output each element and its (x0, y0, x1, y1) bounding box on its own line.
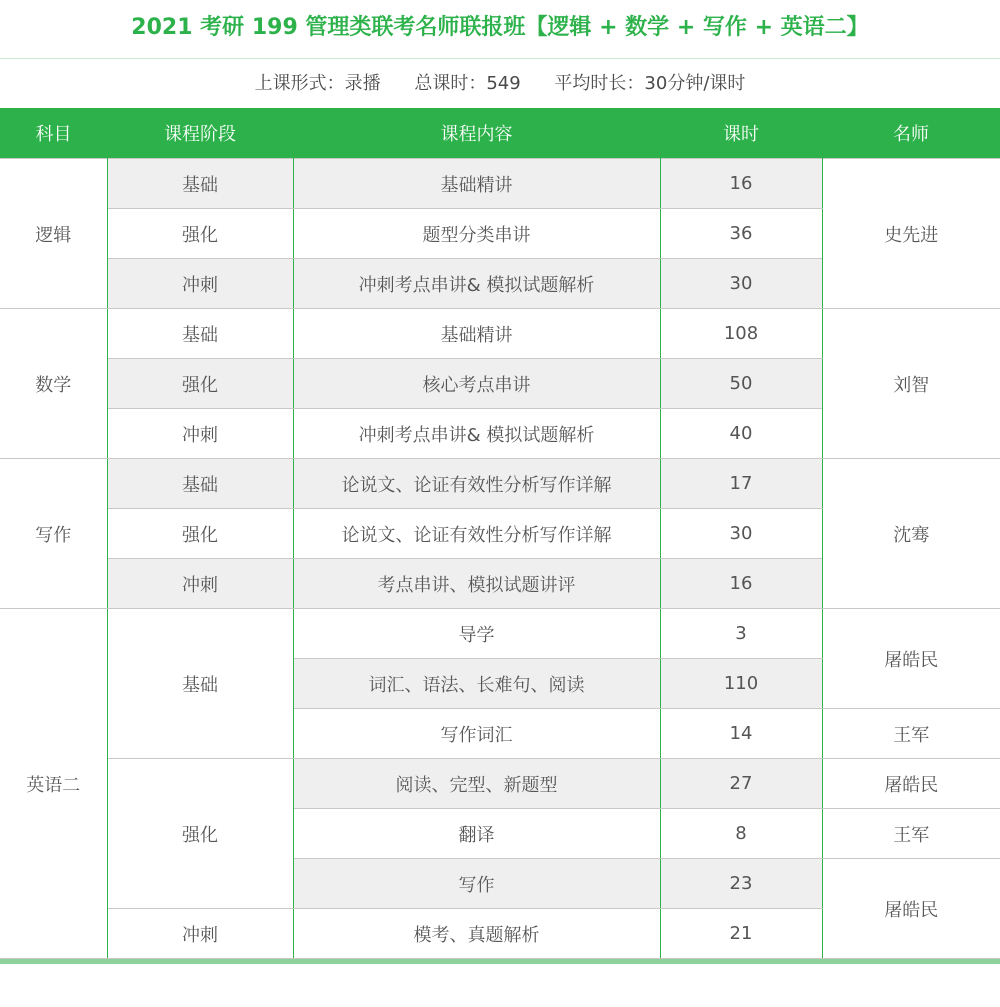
stage-cell: 冲刺 (107, 909, 293, 959)
content-cell: 题型分类串讲 (293, 209, 660, 259)
teacher-cell: 屠皓民 (822, 859, 1000, 959)
hours-cell: 23 (660, 859, 822, 909)
stage-cell: 强化 (107, 209, 293, 259)
content-cell: 基础精讲 (293, 309, 660, 359)
hours-cell: 40 (660, 409, 822, 459)
course-table (0, 108, 1000, 959)
bottom-divider (0, 959, 1000, 964)
content-cell: 词汇、语法、长难句、阅读 (293, 659, 660, 709)
total-hours: 总课时：549 (414, 73, 521, 94)
hours-cell: 30 (660, 259, 822, 309)
hours-cell: 14 (660, 709, 822, 759)
stage-cell: 基础 (107, 459, 293, 509)
teacher-cell: 刘智 (822, 309, 1000, 459)
subject-cell: 逻辑 (0, 159, 107, 309)
teacher-cell: 沈骞 (822, 459, 1000, 609)
hours-cell: 50 (660, 359, 822, 409)
stage-cell: 冲刺 (107, 559, 293, 609)
header-content: 课程内容 (293, 108, 660, 159)
content-cell: 模考、真题解析 (293, 909, 660, 959)
hours-cell: 27 (660, 759, 822, 809)
content-cell: 翻译 (293, 809, 660, 859)
stage-cell: 强化 (107, 759, 293, 909)
content-cell: 写作 (293, 859, 660, 909)
content-cell: 考点串讲、模拟试题讲评 (293, 559, 660, 609)
average-duration: 平均时长：30分钟/课时 (554, 73, 746, 94)
stage-cell: 冲刺 (107, 259, 293, 309)
hours-cell: 17 (660, 459, 822, 509)
content-cell: 阅读、完型、新题型 (293, 759, 660, 809)
hours-cell: 3 (660, 609, 822, 659)
header-teacher: 名师 (822, 108, 1000, 159)
teacher-cell: 王军 (822, 809, 1000, 859)
stage-cell: 强化 (107, 509, 293, 559)
subject-cell: 英语二 (0, 609, 107, 959)
table-row (0, 159, 1000, 209)
stage-cell: 基础 (107, 309, 293, 359)
hours-cell: 16 (660, 559, 822, 609)
header-subject: 科目 (0, 108, 107, 159)
table-row (0, 309, 1000, 359)
hours-cell: 21 (660, 909, 822, 959)
teacher-cell: 史先进 (822, 159, 1000, 309)
table-row (0, 459, 1000, 509)
hours-cell: 108 (660, 309, 822, 359)
table-header-row (0, 108, 1000, 159)
hours-cell: 30 (660, 509, 822, 559)
stage-cell: 冲刺 (107, 409, 293, 459)
table-row (0, 609, 1000, 659)
content-cell: 冲刺考点串讲& 模拟试题解析 (293, 259, 660, 309)
teacher-cell: 屠皓民 (822, 759, 1000, 809)
content-cell: 导学 (293, 609, 660, 659)
course-mode: 上课形式：录播 (254, 73, 381, 94)
hours-cell: 110 (660, 659, 822, 709)
stage-cell: 基础 (107, 609, 293, 759)
table-row (0, 759, 1000, 809)
hours-cell: 8 (660, 809, 822, 859)
page-title: 2021 考研 199 管理类联考名师联报班【逻辑 + 数学 + 写作 + 英语二】 (0, 0, 1000, 59)
content-cell: 基础精讲 (293, 159, 660, 209)
hours-cell: 36 (660, 209, 822, 259)
subject-cell: 数学 (0, 309, 107, 459)
header-hours: 课时 (660, 108, 822, 159)
content-cell: 核心考点串讲 (293, 359, 660, 409)
stage-cell: 强化 (107, 359, 293, 409)
content-cell: 写作词汇 (293, 709, 660, 759)
teacher-cell: 屠皓民 (822, 609, 1000, 709)
teacher-cell: 王军 (822, 709, 1000, 759)
subject-cell: 写作 (0, 459, 107, 609)
stage-cell: 基础 (107, 159, 293, 209)
content-cell: 论说文、论证有效性分析写作详解 (293, 459, 660, 509)
course-info-line (0, 59, 1000, 108)
content-cell: 论说文、论证有效性分析写作详解 (293, 509, 660, 559)
content-cell: 冲刺考点串讲& 模拟试题解析 (293, 409, 660, 459)
header-stage: 课程阶段 (107, 108, 293, 159)
hours-cell: 16 (660, 159, 822, 209)
